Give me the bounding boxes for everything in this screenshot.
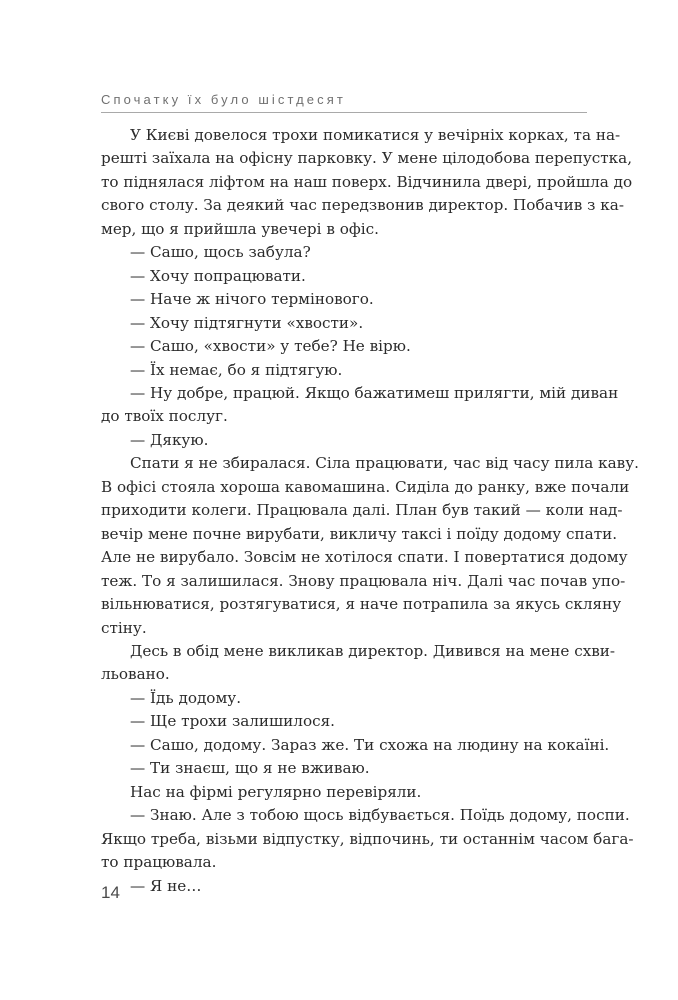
paragraph [101, 241, 588, 264]
text-line: свого столу. За деякий час передзвонив директор. Побачив з ка- [101, 196, 624, 215]
text-line: — Ти знаєш, що я не вживаю. [130, 759, 370, 778]
text-line: — Хочу підтягнути «хвости». [130, 313, 364, 332]
text-line: приходити колеги. Працювала далі. План був такий — коли над- [101, 501, 623, 520]
text-line: — Я не… [130, 876, 202, 895]
text-line: Якщо треба, візьми відпустку, відпочинь, ти останнім часом бага- [101, 829, 634, 848]
text-line: Нас на фірмі регулярно перевіряли. [130, 782, 422, 801]
body-text [101, 124, 639, 898]
paragraph [101, 359, 588, 382]
text-line: вільнюватися, розтягуватися, я наче потрапила за якусь скляну [101, 595, 622, 614]
text-line: стіну. [101, 618, 147, 637]
text-line: мер, що я прийшла увечері в офіс. [101, 219, 379, 238]
text-line: Але не вирубало. Зовсім не хотілося спати. І повертатися додому [101, 548, 628, 567]
text-line: льовано. [101, 665, 170, 684]
text-line: У Києві довелося трохи помикатися у вечірніх корках, та на- [130, 126, 621, 144]
paragraph [101, 124, 633, 241]
paragraph [101, 382, 619, 429]
paragraph [101, 710, 588, 733]
text-line: — Дякую. [130, 430, 209, 449]
text-line: — Сашо, «хвости» у тебе? Не вірю. [130, 337, 411, 356]
paragraph [101, 640, 616, 687]
text-line: Спати я не збиралася. Сіла працювати, час від часу пила каву. [130, 454, 639, 473]
paragraph [101, 288, 588, 311]
paragraph [101, 734, 610, 757]
paragraph [101, 429, 588, 452]
text-line: — Ще трохи залишилося. [130, 712, 336, 731]
text-line: то піднялася ліфтом на наш поверх. Відчинила двері, пройшла до [101, 172, 633, 191]
text-line: решті заїхала на офісну парковку. У мене цілодобова перепустка, [101, 149, 633, 168]
text-line: — Хочу попрацювати. [130, 266, 306, 285]
paragraph [101, 452, 639, 640]
text-line: В офісі стояла хороша кавомашина. Сиділа до ранку, вже почали [101, 477, 630, 496]
text-line: — Знаю. Але з тобою щось відбувається. Поїдь додому, поспи. [130, 806, 630, 825]
text-line: — Їх немає, бо я підтягую. [130, 360, 343, 379]
text-line: Десь в обід мене викликав директор. Дивився на мене схви- [130, 641, 616, 660]
paragraph [101, 757, 588, 780]
paragraph [101, 875, 588, 898]
paragraph [101, 687, 588, 710]
text-line: то працювала. [101, 853, 217, 872]
text-line: — Ну добре, працюй. Якщо бажатимеш прилягти, мій диван [130, 383, 619, 402]
text-line: — Сашо, щось забула? [130, 243, 311, 262]
text-line: теж. То я залишилася. Знову працювала ніч. Далі час почав упо- [101, 571, 626, 590]
paragraph [101, 804, 634, 874]
paragraph [101, 781, 588, 804]
text-line: — Сашо, додому. Зараз же. Ти схожа на людину на кокаїні. [130, 735, 610, 754]
text-line: — Наче ж нічого термінового. [130, 290, 374, 309]
paragraph [101, 312, 588, 335]
header-rule-divider [101, 112, 587, 113]
paragraph [101, 265, 588, 288]
page-number: 14 [101, 883, 120, 902]
text-line: вечір мене почне вирубати, викличу таксі і поїду додому спати. [101, 524, 618, 543]
text-line: — Їдь додому. [130, 688, 242, 707]
paragraph [101, 335, 588, 358]
text-line: до твоїх послуг. [101, 407, 228, 426]
running-head-title: Спочатку їх було шістдесят [101, 92, 346, 107]
